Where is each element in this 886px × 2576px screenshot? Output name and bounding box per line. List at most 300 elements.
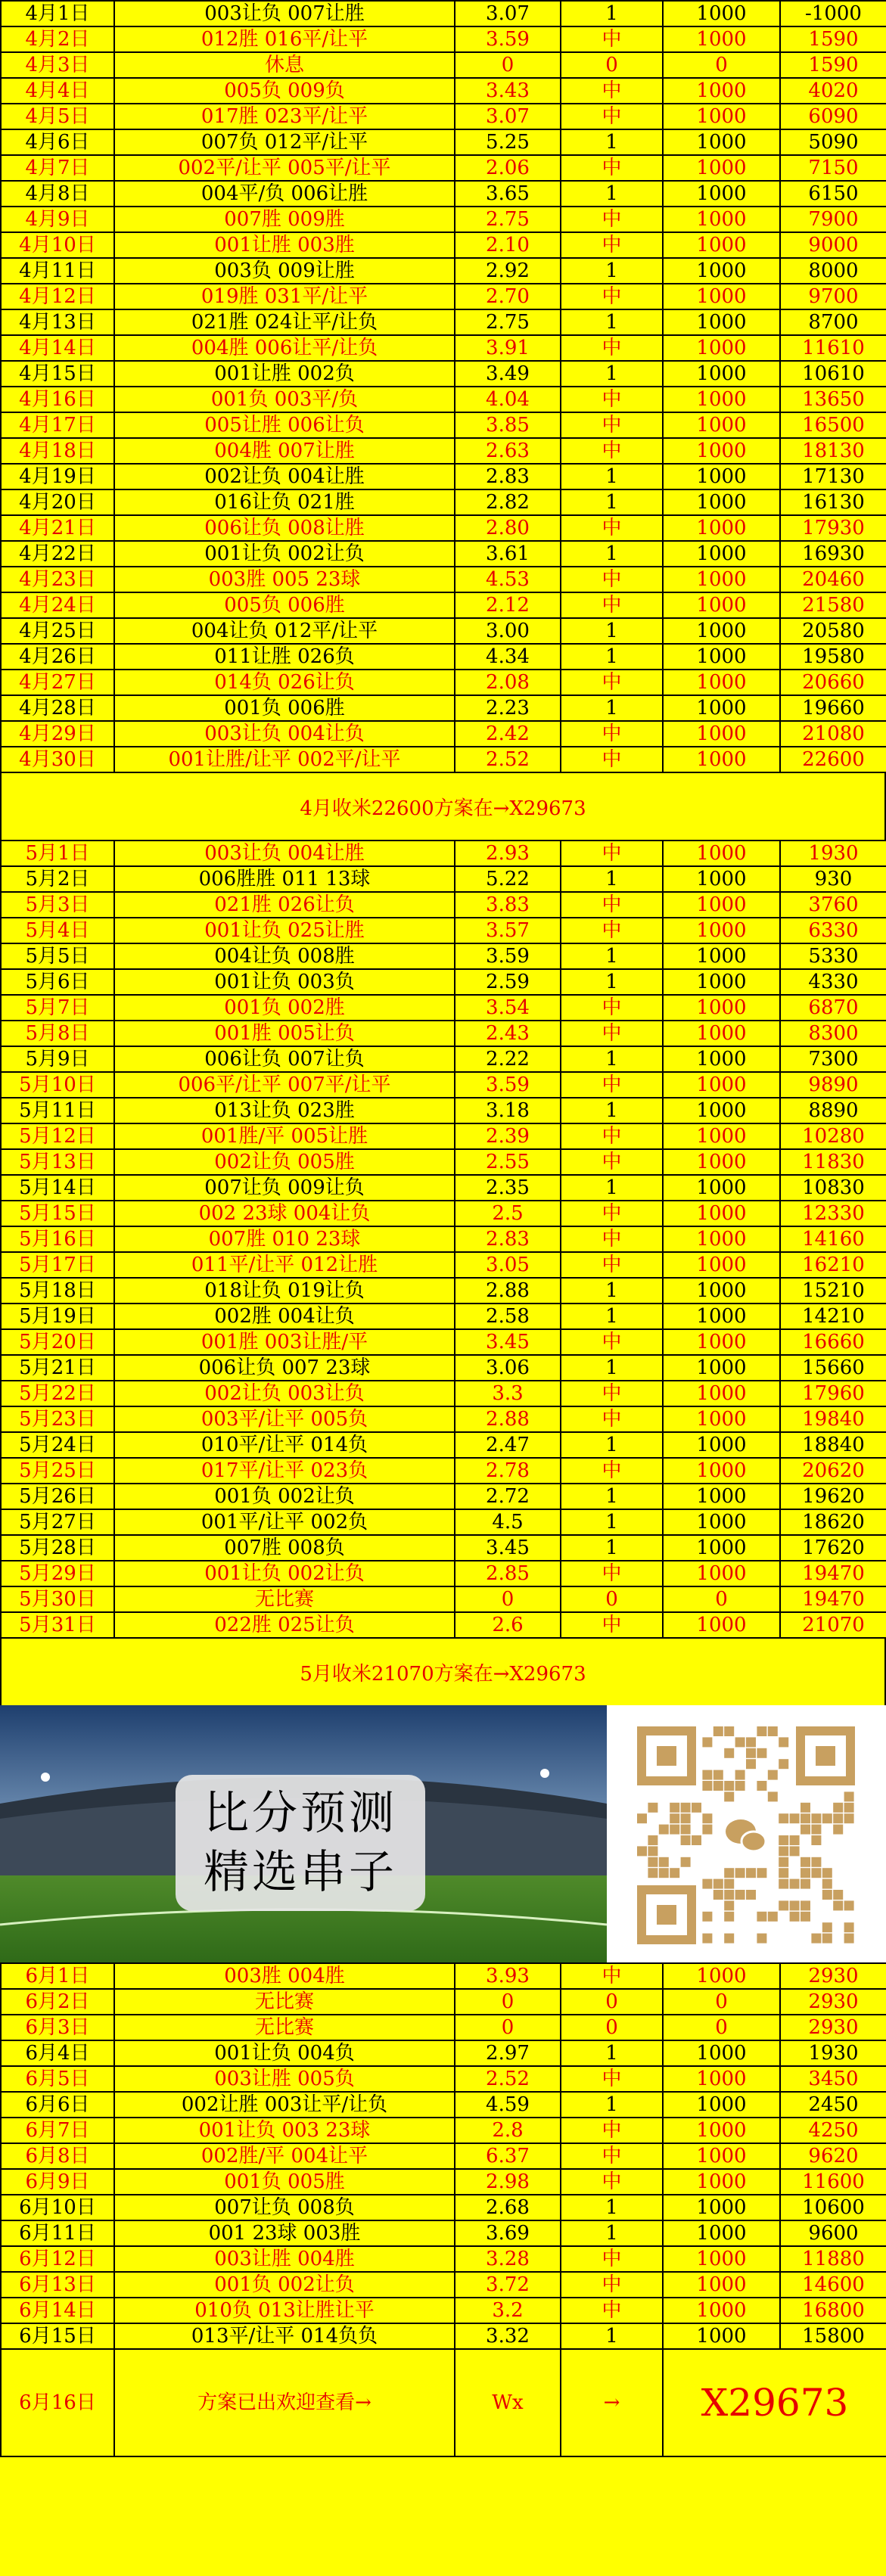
balance-cell: 7900 [780,207,886,232]
stake-cell: 1000 [663,1535,780,1561]
picks-cell: 001让胜 003胜 [114,232,455,258]
qr-code[interactable] [633,1722,860,1949]
result-cell: 中 [561,232,663,258]
odds-cell: 4.53 [455,567,561,592]
picks-cell: 005负 009负 [114,78,455,104]
table-row [1,969,886,995]
balance-cell: 17930 [780,515,886,541]
picks-cell: 001平/让平 002负 [114,1509,455,1535]
result-cell: 中 [561,2272,663,2298]
date-cell: 5月26日 [1,1484,114,1509]
odds-cell: 2.75 [455,309,561,335]
stake-cell: 1000 [663,918,780,943]
table-row [1,2220,886,2246]
balance-cell: 10280 [780,1123,886,1149]
picks-cell: 007胜 010 23球 [114,1226,455,1252]
stake-cell: 1000 [663,361,780,387]
balance-cell: 2930 [780,2015,886,2040]
picks-cell: 017平/让平 023负 [114,1458,455,1484]
table-row [1,2272,886,2298]
date-cell: 6月7日 [1,2118,114,2143]
date-cell: 5月5日 [1,943,114,969]
table-row [1,26,886,52]
result-cell: 0 [561,1586,663,1612]
result-cell: 中 [561,1381,663,1406]
balance-cell: 13650 [780,387,886,412]
stake-cell: 0 [663,1586,780,1612]
table-row [1,892,886,918]
table-row [1,747,886,772]
table-row [1,943,886,969]
result-cell: 1 [561,541,663,567]
table-row [1,592,886,618]
picks-cell: 003负 009让胜 [114,258,455,284]
result-cell: 中 [561,438,663,464]
odds-cell: 2.70 [455,284,561,309]
picks-cell: 001让胜 002负 [114,361,455,387]
date-cell: 5月31日 [1,1612,114,1638]
balance-cell: 18130 [780,438,886,464]
result-cell: 1 [561,1175,663,1201]
date-cell: 6月14日 [1,2298,114,2323]
balance-cell: 16660 [780,1329,886,1355]
picks-cell: 021胜 024让平/让负 [114,309,455,335]
odds-cell: 3.91 [455,335,561,361]
result-cell: 中 [561,995,663,1021]
table-row [1,1535,886,1561]
april-summary: 4月收米22600方案在→X29673 [0,773,886,840]
stake-cell: 1000 [663,1329,780,1355]
odds-cell: 3.32 [455,2323,561,2349]
result-cell: 中 [561,1561,663,1586]
date-cell: 6月3日 [1,2015,114,2040]
balance-cell: 19580 [780,644,886,670]
odds-cell: 2.06 [455,155,561,181]
balance-cell: 9000 [780,232,886,258]
balance-cell: 15210 [780,1278,886,1304]
picks-cell: 004胜 006让平/让负 [114,335,455,361]
table-row [1,1098,886,1123]
picks-cell: 001负 002让负 [114,2272,455,2298]
stake-cell: 1000 [663,1406,780,1432]
table-row [1,1252,886,1278]
date-cell: 4月21日 [1,515,114,541]
date-cell: 5月17日 [1,1252,114,1278]
picks-cell: 011让胜 026负 [114,644,455,670]
result-cell: 1 [561,618,663,644]
stake-cell: 1000 [663,1963,780,1989]
odds-cell: 3.05 [455,1252,561,1278]
picks-cell: 001负 002让负 [114,1484,455,1509]
picks-cell: 012胜 016平/让平 [114,26,455,52]
ad-line-2: 精选串子 [204,1846,397,1899]
date-cell: 4月7日 [1,155,114,181]
result-cell: 中 [561,1123,663,1149]
picks-cell: 003让胜 005负 [114,2066,455,2092]
date-cell: 5月24日 [1,1432,114,1458]
result-cell: 0 [561,1989,663,2015]
date-cell: 4月10日 [1,232,114,258]
final-code[interactable]: X29673 [663,2349,886,2456]
result-cell: 1 [561,1509,663,1535]
balance-cell: 16800 [780,2298,886,2323]
picks-cell: 003让胜 004胜 [114,2246,455,2272]
stake-cell: 1000 [663,2272,780,2298]
table-row [1,1149,886,1175]
result-cell: 中 [561,1406,663,1432]
result-cell: 1 [561,2040,663,2066]
stake-cell: 1000 [663,309,780,335]
odds-cell: 2.47 [455,1432,561,1458]
picks-cell: 002让负 005胜 [114,1149,455,1175]
stake-cell: 1000 [663,1561,780,1586]
balance-cell: 6330 [780,918,886,943]
table-row [1,1021,886,1046]
odds-cell: 2.85 [455,1561,561,1586]
result-cell: 1 [561,943,663,969]
stake-cell: 1000 [663,104,780,129]
ad-line-1: 比分预测 [204,1787,397,1840]
picks-cell: 001让负 025让胜 [114,918,455,943]
stake-cell: 1000 [663,695,780,721]
odds-cell: 3.59 [455,943,561,969]
stake-cell: 1000 [663,892,780,918]
balance-cell: 3450 [780,2066,886,2092]
table-row [1,1072,886,1098]
balance-cell: 14210 [780,1304,886,1329]
stake-cell: 1000 [663,2323,780,2349]
stake-cell: 1000 [663,1484,780,1509]
date-cell: 4月23日 [1,567,114,592]
table-row [1,1175,886,1201]
balance-cell: 14600 [780,2272,886,2298]
odds-cell: 2.92 [455,258,561,284]
picks-cell: 休息 [114,52,455,78]
picks-cell: 019胜 031平/让平 [114,284,455,309]
stake-cell: 1000 [663,387,780,412]
odds-cell: 3.18 [455,1098,561,1123]
date-cell: 5月13日 [1,1149,114,1175]
table-row [1,644,886,670]
picks-cell: 014负 026让负 [114,670,455,695]
odds-cell: 5.22 [455,866,561,892]
odds-cell: 3.43 [455,78,561,104]
picks-cell: 001胜 003让胜/平 [114,1329,455,1355]
date-cell: 5月12日 [1,1123,114,1149]
picks-cell: 001负 005胜 [114,2169,455,2195]
date-cell: 4月12日 [1,284,114,309]
odds-cell: 3.45 [455,1535,561,1561]
result-cell: 0 [561,52,663,78]
date-cell: 4月13日 [1,309,114,335]
picks-cell: 003让负 004让胜 [114,841,455,866]
picks-cell: 006平/让平 007平/让平 [114,1072,455,1098]
table-row [1,361,886,387]
date-cell: 5月1日 [1,841,114,866]
odds-cell: 0 [455,2015,561,2040]
balance-cell: 20580 [780,618,886,644]
odds-cell: 0 [455,52,561,78]
odds-cell: 3.2 [455,2298,561,2323]
odds-cell: 2.80 [455,515,561,541]
balance-cell: 19620 [780,1484,886,1509]
odds-cell: 6.37 [455,2143,561,2169]
picks-cell: 002让负 003让负 [114,1381,455,1406]
table-row [1,52,886,78]
stake-cell: 1000 [663,2066,780,2092]
table-row [1,1612,886,1638]
date-cell: 5月22日 [1,1381,114,1406]
balance-cell: 930 [780,866,886,892]
odds-cell: 2.82 [455,489,561,515]
date-cell: 6月8日 [1,2143,114,2169]
result-cell: 中 [561,2169,663,2195]
table-row [1,721,886,747]
table-row [1,78,886,104]
table-row [1,2040,886,2066]
picks-cell: 017胜 023平/让平 [114,104,455,129]
result-cell: 中 [561,1226,663,1252]
result-cell: 1 [561,2195,663,2220]
odds-cell: 3.93 [455,1963,561,1989]
result-cell: 1 [561,866,663,892]
date-cell: 6月13日 [1,2272,114,2298]
result-cell: 中 [561,918,663,943]
balance-cell: 3760 [780,892,886,918]
date-cell: 6月9日 [1,2169,114,2195]
balance-cell: 8700 [780,309,886,335]
balance-cell: 6150 [780,181,886,207]
result-cell: 中 [561,1021,663,1046]
ad-text-box [176,1775,425,1911]
balance-cell: 1590 [780,52,886,78]
stake-cell: 1000 [663,26,780,52]
odds-cell: 3.61 [455,541,561,567]
balance-cell: 5090 [780,129,886,155]
table-row [1,918,886,943]
table-row [1,1123,886,1149]
stake-cell: 1000 [663,618,780,644]
odds-cell: 2.8 [455,2118,561,2143]
balance-cell: 16500 [780,412,886,438]
result-cell: 中 [561,155,663,181]
balance-cell: 9700 [780,284,886,309]
june-table [0,1962,886,2457]
picks-cell: 021胜 026让负 [114,892,455,918]
odds-cell: 2.35 [455,1175,561,1201]
result-cell: 中 [561,207,663,232]
stake-cell: 1000 [663,1201,780,1226]
balance-cell: 10600 [780,2195,886,2220]
date-cell: 6月15日 [1,2323,114,2349]
stake-cell: 1000 [663,1046,780,1072]
result-cell: 中 [561,1963,663,1989]
date-cell: 5月25日 [1,1458,114,1484]
picks-cell: 001让负 002让负 [114,541,455,567]
table-row [1,1963,886,1989]
table-row [1,232,886,258]
result-cell: 中 [561,1329,663,1355]
odds-cell: 3.45 [455,1329,561,1355]
table-row [1,155,886,181]
date-cell: 4月15日 [1,361,114,387]
result-cell: 1 [561,2220,663,2246]
odds-cell: 5.25 [455,129,561,155]
wechat-icon [720,1809,773,1862]
stake-cell: 1000 [663,2195,780,2220]
date-cell: 4月26日 [1,644,114,670]
stake-cell: 1000 [663,1381,780,1406]
table-row [1,1046,886,1072]
stake-cell: 0 [663,52,780,78]
odds-cell: 2.52 [455,2066,561,2092]
table-row [1,207,886,232]
balance-cell: 16930 [780,541,886,567]
date-cell: 5月15日 [1,1201,114,1226]
picks-cell: 004让负 012平/让平 [114,618,455,644]
table-row [1,2169,886,2195]
table-row [1,258,886,284]
table-row [1,2118,886,2143]
table-row [1,1484,886,1509]
date-cell: 4月2日 [1,26,114,52]
balance-cell: 22600 [780,747,886,772]
result-cell: 1 [561,489,663,515]
picks-cell: 001负 002胜 [114,995,455,1021]
stake-cell: 1000 [663,644,780,670]
result-cell: 1 [561,1432,663,1458]
balance-cell: 19840 [780,1406,886,1432]
table-row [1,335,886,361]
stake-cell: 0 [663,1989,780,2015]
balance-cell: 7150 [780,155,886,181]
result-cell: 中 [561,1149,663,1175]
table-row [1,515,886,541]
balance-cell: 18620 [780,1509,886,1535]
odds-cell: 3.00 [455,618,561,644]
result-cell: 中 [561,892,663,918]
result-cell: 1 [561,1046,663,1072]
stake-cell: 1000 [663,2118,780,2143]
table-row [1,1201,886,1226]
date-cell: 6月5日 [1,2066,114,2092]
date-cell: 4月22日 [1,541,114,567]
picks-cell: 001负 006胜 [114,695,455,721]
odds-cell: 2.23 [455,695,561,721]
odds-cell: 3.07 [455,104,561,129]
stake-cell: 1000 [663,2246,780,2272]
table-row [1,995,886,1021]
stake-cell: 1000 [663,1355,780,1381]
odds-cell: 2.88 [455,1406,561,1432]
balance-cell: 2930 [780,1963,886,1989]
date-cell: 5月8日 [1,1021,114,1046]
stake-cell: 1000 [663,207,780,232]
picks-cell: 002 23球 004让负 [114,1201,455,1226]
picks-cell: 无比赛 [114,2015,455,2040]
stake-cell: 1000 [663,2040,780,2066]
stake-cell: 1000 [663,943,780,969]
stake-cell: 1000 [663,258,780,284]
picks-cell: 002胜/平 004让平 [114,2143,455,2169]
odds-cell: 2.43 [455,1021,561,1046]
stake-cell: 1000 [663,670,780,695]
balance-cell: 18840 [780,1432,886,1458]
table-row [1,284,886,309]
date-cell: 4月6日 [1,129,114,155]
date-cell: 4月28日 [1,695,114,721]
stake-cell: 1000 [663,129,780,155]
stake-cell: 1000 [663,2220,780,2246]
date-cell: 4月25日 [1,618,114,644]
odds-cell: 2.12 [455,592,561,618]
stake-cell: 1000 [663,1021,780,1046]
odds-cell: 2.42 [455,721,561,747]
result-cell: 1 [561,258,663,284]
date-cell: 6月1日 [1,1963,114,1989]
balance-cell: 21080 [780,721,886,747]
balance-cell: 17960 [780,1381,886,1406]
balance-cell: 15800 [780,2323,886,2349]
odds-cell: 2.75 [455,207,561,232]
odds-cell: 2.93 [455,841,561,866]
odds-cell: 2.6 [455,1612,561,1638]
picks-cell: 002让负 004让胜 [114,464,455,489]
date-cell: 6月12日 [1,2246,114,2272]
stake-cell: 1000 [663,1304,780,1329]
stake-cell: 1000 [663,335,780,361]
date-cell: 4月1日 [1,1,114,26]
table-row [1,567,886,592]
picks-cell: 003胜 004胜 [114,1963,455,1989]
odds-cell: 3.59 [455,1072,561,1098]
picks-cell: 006让负 008让胜 [114,515,455,541]
result-cell: 1 [561,695,663,721]
balance-cell: 6870 [780,995,886,1021]
stake-cell: 1000 [663,1072,780,1098]
picks-cell: 003平/让平 005负 [114,1406,455,1432]
picks-cell: 005让胜 006让负 [114,412,455,438]
odds-cell: 3.83 [455,892,561,918]
table-row [1,1509,886,1535]
odds-cell: 2.59 [455,969,561,995]
balance-cell: 8300 [780,1021,886,1046]
result-cell: 中 [561,284,663,309]
result-cell: 1 [561,644,663,670]
stake-cell: 1000 [663,1509,780,1535]
final-wx: Wx [455,2349,561,2456]
odds-cell: 3.65 [455,181,561,207]
table-row [1,489,886,515]
date-cell: 4月24日 [1,592,114,618]
stake-cell: 1000 [663,2143,780,2169]
result-cell: 中 [561,841,663,866]
date-cell: 5月10日 [1,1072,114,1098]
balance-cell: 1590 [780,26,886,52]
balance-cell: 11610 [780,335,886,361]
odds-cell: 3.06 [455,1355,561,1381]
stake-cell: 1000 [663,515,780,541]
date-cell: 4月4日 [1,78,114,104]
date-cell: 4月18日 [1,438,114,464]
picks-cell: 002平/让平 005平/让平 [114,155,455,181]
date-cell: 4月5日 [1,104,114,129]
table-row [1,1381,886,1406]
balance-cell: 11880 [780,2246,886,2272]
stake-cell: 1000 [663,155,780,181]
table-row [1,618,886,644]
picks-cell: 003让负 007让胜 [114,1,455,26]
